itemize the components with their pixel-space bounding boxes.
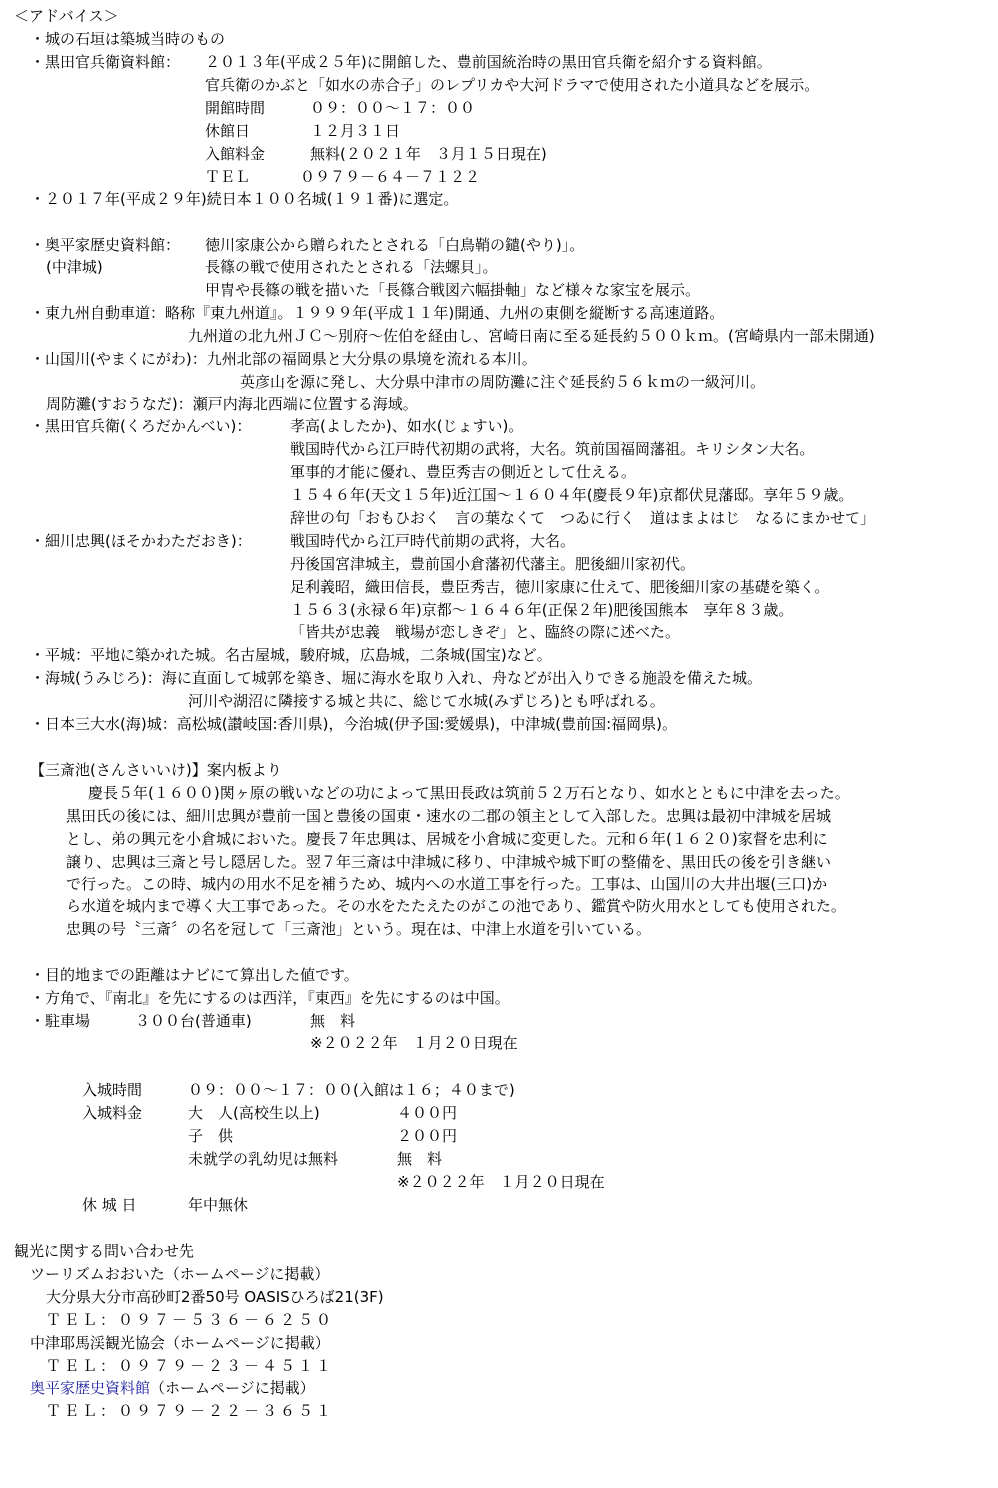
closed-day-label: 休 城 日 bbox=[82, 1196, 137, 1214]
kuroda-closed-value: １２月３１日 bbox=[310, 122, 401, 140]
kuroda-fee-value: 無料(２０２１年 ３月１５日現在) bbox=[310, 145, 547, 163]
kuroda-tel-value: ０９７９－６４－７１２２ bbox=[300, 168, 481, 186]
advice-heading: ＜アドバイス＞ bbox=[14, 7, 119, 25]
distance-note: ・目的地までの距離はナビにて算出した値です。 bbox=[30, 966, 359, 984]
sansai-line: 慶長５年(１６００)関ヶ原の戦いなどの功によって黒田長政は筑前５２万石となり、如水とともに中津を去った。 bbox=[88, 784, 850, 802]
okudaira-contact-tel: ＴＥＬ：０９７９－２２－３６５１ bbox=[46, 1402, 335, 1420]
three-water-castles: ・日本三大水(海)城：高松城(讃岐国:香川県)，今治城(伊予国:愛媛県)，中津城(豊前国:福岡県)。 bbox=[30, 715, 677, 733]
oita-tourism-tel: ＴＥＬ：０９７－５３６－６２５０ bbox=[46, 1311, 335, 1329]
okudaira-line1: 徳川家康公から贈られたとされる「白鳥鞘の鑓(やり)」。 bbox=[205, 236, 585, 254]
tadaoki-label: ・細川忠興(ほそかわただおき)： bbox=[30, 532, 252, 550]
kuroda-museum-line1: ２０１３年(平成２５年)に開館した、豊前国統治時の黒田官兵衛を紹介する資料館。 bbox=[205, 53, 772, 71]
kanbei-line4: １５４６年(天文１５年)近江国～１６０４年(慶長９年)京都伏見藩邸。享年５９歳。 bbox=[290, 486, 854, 504]
tadaoki-line5: 「皆共が忠義 戦場が恋しきぞ」と、臨終の際に述べた。 bbox=[290, 623, 681, 641]
sansai-line: で行った。この時、城内の用水不足を補うため、城内への水道工事を行った。工事は、山国川の大井出堰(三口)か bbox=[66, 875, 828, 893]
umijiro-line2: 河川や湖沼に隣接する城と共に、総じて水城(みずじろ)とも呼ばれる。 bbox=[188, 692, 665, 710]
okudaira-sub: (中津城) bbox=[46, 258, 103, 276]
tadaoki-line4: １５６３(永禄６年)京都～１６４６年(正保２年)肥後国熊本 享年８３歳。 bbox=[290, 601, 794, 619]
kanbei-line3: 軍事的才能に優れ、豊臣秀吉の側近として仕える。 bbox=[290, 463, 636, 481]
okudaira-line2: 長篠の戦で使用されたとされる「法螺貝」。 bbox=[205, 258, 498, 276]
kuroda-museum-label: ・黒田官兵衛資料館： bbox=[30, 53, 181, 71]
sansai-line: ら水道を城内まで導く大工事であった。その水をたたえたのがこの池であり、鑑賞や防火用水としても使用された。 bbox=[66, 897, 846, 915]
child-fee: ２００円 bbox=[397, 1127, 458, 1145]
admission-fee-label: 入城料金 bbox=[82, 1104, 143, 1122]
kuroda-museum-line2: 官兵衛のかぶと「如水の赤合子」のレプリカや大河ドラマで使用された小道具などを展示。 bbox=[205, 76, 820, 94]
umijiro-line1: ・海城(うみじろ)：海に直面して城郭を築き、堀に海水を取り入れ、舟などが出入りできる施設を備えた城。 bbox=[30, 669, 763, 687]
contacts-heading: 観光に関する問い合わせ先 bbox=[14, 1242, 195, 1260]
oita-tourism-name: ツーリズムおおいた（ホームページに掲載） bbox=[30, 1265, 330, 1283]
kuroda-fee-label: 入館料金 bbox=[205, 145, 266, 163]
kanbei-line5: 辞世の句「おもひおく 言の葉なくて つゐに行く 道はまよはじ なるにまかせて」 bbox=[290, 509, 876, 527]
stone-wall-note: ・城の石垣は築城当時のもの bbox=[30, 30, 226, 48]
tadaoki-line1: 戦国時代から江戸時代前期の武将，大名。 bbox=[290, 532, 576, 550]
parking-count: ３００台(普通車) bbox=[135, 1012, 252, 1030]
okudaira-label: ・奥平家歴史資料館： bbox=[30, 236, 181, 254]
yamakuni-line1: ・山国川(やまくにがわ)：九州北部の福岡県と大分県の県境を流れる本川。 bbox=[30, 350, 537, 368]
sansai-line: 忠興の号〝三斎〞の名を冠して「三斎池」という。現在は、中津上水道を引いている。 bbox=[66, 920, 652, 938]
child-label: 子 供 bbox=[188, 1127, 234, 1145]
tadaoki-line3: 足利義昭，織田信長，豊臣秀吉，徳川家康に仕えて、肥後細川家の基礎を築く。 bbox=[290, 578, 830, 596]
nakatsu-association-tel: ＴＥＬ：０９７９－２３－４５１１ bbox=[46, 1357, 335, 1375]
kuroda-closed-label: 休館日 bbox=[205, 122, 251, 140]
infant-fee: 無 料 bbox=[397, 1150, 443, 1168]
closed-day-value: 年中無休 bbox=[188, 1196, 249, 1214]
suonada-note: 周防灘(すおうなだ)：瀬戸内海北西端に位置する海域。 bbox=[46, 395, 418, 413]
okudaira-museum-link[interactable]: 奥平家歴史資料館 bbox=[30, 1379, 151, 1397]
sansai-line: とし、弟の興元を小倉城においた。慶長７年忠興は、居城を小倉城に変更した。元和６年(１６２０)家督を忠利に bbox=[66, 830, 828, 848]
adult-fee: ４００円 bbox=[397, 1104, 458, 1122]
okudaira-line3: 甲冑や長篠の戦を描いた「長篠合戦図六幅掛軸」など様々な家宝を展示。 bbox=[205, 281, 701, 299]
kuroda-hours-value: ０９：００～１７：００ bbox=[310, 99, 476, 117]
okudaira-contact-row bbox=[30, 1378, 315, 1398]
adult-label: 大 人(高校生以上) bbox=[188, 1104, 320, 1122]
nakatsu-association-name: 中津耶馬渓観光協会（ホームページに掲載） bbox=[30, 1334, 330, 1352]
oita-tourism-address: 大分県大分市高砂町2番50号 OASISひろば21(3F) bbox=[46, 1288, 384, 1306]
sansai-line: 譲り、忠興は三斎と号し隠居した。翌７年三斎は中津城に移り、中津城や城下町の整備を、黒田氏の後を引き継い bbox=[66, 853, 832, 871]
kanbei-label: ・黒田官兵衛(くろだかんべい)： bbox=[30, 417, 252, 435]
yamakuni-line2: 英彦山を源に発し、大分県中津市の周防灘に注ぐ延長約５６ｋｍの一級河川。 bbox=[240, 373, 766, 391]
expressway-line1: ・東九州自動車道：略称『東九州道』。１９９９年(平成１１年)開通、九州の東側を縦断する高速道路。 bbox=[30, 304, 725, 322]
admission-hours-value: ０９：００～１７：００(入館は１６；４０まで) bbox=[188, 1081, 515, 1099]
sansai-heading: 【三斎池(さんさいいけ)】案内板より bbox=[30, 761, 282, 779]
parking-date: ※２０２２年 １月２０日現在 bbox=[310, 1034, 518, 1052]
sansai-line: 黒田氏の後には、細川忠興が豊前一国と豊後の国東・速水の二郡の領主として入部した。忠興は最初中津城を居城 bbox=[66, 807, 832, 825]
infant-label: 未就学の乳幼児は無料 bbox=[188, 1150, 339, 1168]
top100-note: ・２０１７年(平成２９年)続日本１００名城(１９１番)に選定。 bbox=[30, 190, 459, 208]
tadaoki-line2: 丹後国宮津城主，豊前国小倉藩初代藩主。肥後細川家初代。 bbox=[290, 555, 696, 573]
admission-hours-label: 入城時間 bbox=[82, 1081, 143, 1099]
parking-label: ・駐車場 bbox=[30, 1012, 91, 1030]
kuroda-tel-label: ＴＥＬ bbox=[205, 168, 251, 186]
hirajiro-note: ・平城：平地に築かれた城。名古屋城，駿府城，広島城，二条城(国宝)など。 bbox=[30, 646, 552, 664]
kanbei-line1: 孝高(よしたか)、如水(じょすい)。 bbox=[290, 417, 524, 435]
parking-fee: 無 料 bbox=[310, 1012, 356, 1030]
okudaira-contact-suffix: （ホームページに掲載） bbox=[150, 1379, 315, 1397]
kuroda-hours-label: 開館時間 bbox=[205, 99, 266, 117]
compass-note: ・方角で、『南北』を先にするのは西洋，『東西』を先にするのは中国。 bbox=[30, 989, 510, 1007]
expressway-line2: 九州道の北九州ＪＣ～別府～佐伯を経由し、宮崎日南に至る延長約５００ｋｍ。(宮崎県内一部未開通) bbox=[188, 327, 875, 345]
admission-date-note: ※２０２２年 １月２０日現在 bbox=[397, 1173, 605, 1191]
kanbei-line2: 戦国時代から江戸時代初期の武将，大名。筑前国福岡藩祖。キリシタン大名。 bbox=[290, 440, 815, 458]
